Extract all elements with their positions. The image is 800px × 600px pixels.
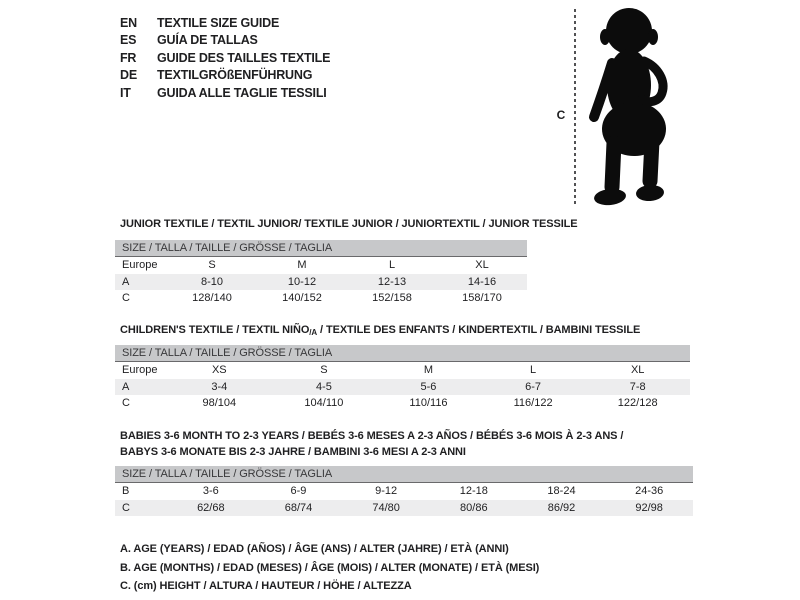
height-measure-label: C bbox=[556, 108, 566, 122]
language-code: IT bbox=[120, 85, 131, 100]
cell: 7-8 bbox=[629, 380, 646, 393]
cell: 110/116 bbox=[409, 397, 448, 410]
babies-size-table bbox=[115, 466, 693, 516]
row-label: A bbox=[122, 380, 130, 393]
babies-title-line2: BABYS 3-6 MONATE BIS 2-3 JAHRE / BAMBINI 3-6 MESI A 2-3 ANNI bbox=[120, 446, 466, 458]
language-code: FR bbox=[120, 50, 137, 65]
table-row bbox=[115, 395, 690, 412]
cell: 80/86 bbox=[460, 501, 488, 514]
legend-line-a: A. AGE (YEARS) / EDAD (AÑOS) / ÂGE (ANS) / ALTER (JAHRE) / ETÀ (ANNI) bbox=[120, 543, 509, 555]
cell: M bbox=[423, 364, 434, 377]
cell: 12-18 bbox=[459, 485, 488, 498]
height-dashed-line bbox=[574, 9, 576, 207]
cell: 92/98 bbox=[635, 501, 663, 514]
size-header-bar: SIZE / TALLA / TAILLE / GRÖSSE / TAGLIA bbox=[115, 345, 690, 362]
babies-section-title bbox=[120, 428, 623, 460]
cell: 68/74 bbox=[284, 501, 313, 514]
cell: M bbox=[297, 259, 307, 272]
language-row bbox=[120, 14, 330, 32]
cell: 158/170 bbox=[462, 292, 502, 305]
cell: XL bbox=[475, 259, 489, 272]
size-header-bar: SIZE / TALLA / TAILLE / GRÖSSE / TAGLIA bbox=[115, 240, 527, 257]
babies-title-line1: BABIES 3-6 MONTH TO 2-3 YEARS / BEBÉS 3-6 MESES A 2-3 AÑOS / BÉBÉS 3-6 MOIS À 2-3 ANS / bbox=[120, 430, 624, 442]
language-row bbox=[120, 84, 330, 102]
row-label: A bbox=[122, 275, 130, 288]
cell: 122/128 bbox=[617, 397, 658, 410]
row-label: C bbox=[122, 501, 130, 514]
cell: XS bbox=[211, 364, 227, 377]
children-section-title bbox=[120, 324, 640, 337]
row-label: B bbox=[122, 485, 130, 498]
language-row bbox=[120, 49, 330, 67]
legend-line-b: B. AGE (MONTHS) / EDAD (MESES) / ÂGE (MOIS) / ALTER (MONATE) / ETÀ (MESI) bbox=[120, 561, 540, 574]
legend-line-c: C. (cm) HEIGHT / ALTURA / HAUTEUR / HÖHE / ALTEZZA bbox=[120, 580, 412, 592]
cell: 104/110 bbox=[304, 397, 344, 410]
cell: 6-7 bbox=[525, 380, 542, 393]
table-row bbox=[115, 362, 690, 379]
language-label: GUIDA ALLE TAGLIE TESSILI bbox=[157, 85, 327, 100]
row-label: C bbox=[122, 397, 130, 410]
measurement-legend bbox=[120, 540, 539, 596]
cell: 12-13 bbox=[377, 275, 407, 288]
cell: 74/80 bbox=[372, 501, 400, 514]
row-label: Europe bbox=[122, 259, 158, 272]
cell: 4-5 bbox=[315, 380, 332, 393]
cell: L bbox=[530, 364, 537, 377]
cell: 116/122 bbox=[513, 397, 553, 410]
children-title-part2: / TEXTILE DES ENFANTS / KINDERTEXTIL / BAMBINI TESSILE bbox=[317, 324, 641, 336]
row-label: Europe bbox=[122, 364, 158, 377]
cell: 24-36 bbox=[635, 485, 664, 498]
cell: 6-9 bbox=[290, 485, 307, 498]
size-header-bar: SIZE / TALLA / TAILLE / GRÖSSE / TAGLIA bbox=[115, 466, 693, 483]
language-label: TEXTILGRÖßENFÜHRUNG bbox=[157, 68, 313, 83]
cell: 10-12 bbox=[287, 275, 317, 288]
cell: S bbox=[320, 364, 328, 377]
junior-section-title: JUNIOR TEXTILE / TEXTIL JUNIOR/ TEXTILE JUNIOR / JUNIORTEXTIL / JUNIOR TESSILE bbox=[120, 218, 578, 230]
children-title-subscript: /A bbox=[309, 328, 318, 337]
language-list bbox=[120, 14, 330, 102]
cell: 140/152 bbox=[282, 292, 322, 305]
language-code: DE bbox=[120, 68, 137, 83]
children-title-part1: CHILDREN'S TEXTILE / TEXTIL NIÑO bbox=[120, 324, 310, 336]
cell: 152/158 bbox=[372, 292, 412, 305]
cell: L bbox=[388, 259, 396, 272]
language-label: TEXTILE SIZE GUIDE bbox=[157, 15, 280, 30]
cell: 62/68 bbox=[197, 501, 225, 514]
table-row bbox=[115, 483, 693, 500]
language-code: EN bbox=[120, 15, 137, 30]
language-row bbox=[120, 32, 330, 50]
children-size-table bbox=[115, 345, 690, 412]
cell: XL bbox=[630, 364, 645, 377]
language-label: GUÍA DE TALLAS bbox=[157, 33, 258, 48]
cell: 86/92 bbox=[547, 501, 576, 514]
row-label: C bbox=[122, 292, 130, 305]
toddler-silhouette-image bbox=[582, 5, 680, 209]
language-row bbox=[120, 67, 330, 85]
cell: 18-24 bbox=[547, 485, 576, 498]
cell: 98/104 bbox=[202, 397, 237, 410]
cell: 5-6 bbox=[420, 380, 437, 393]
cell: 14-16 bbox=[467, 275, 497, 288]
table-row bbox=[115, 379, 690, 396]
language-code: ES bbox=[120, 33, 137, 48]
table-row bbox=[115, 500, 693, 517]
junior-size-table bbox=[115, 240, 527, 307]
cell: S bbox=[208, 259, 216, 272]
table-row bbox=[115, 274, 527, 291]
table-row bbox=[115, 290, 527, 307]
cell: 8-10 bbox=[200, 275, 224, 288]
language-label: GUIDE DES TAILLES TEXTILE bbox=[157, 50, 331, 65]
table-row bbox=[115, 257, 527, 274]
cell: 128/140 bbox=[192, 292, 232, 305]
cell: 3-6 bbox=[202, 485, 219, 498]
cell: 9-12 bbox=[375, 485, 398, 498]
cell: 3-4 bbox=[211, 380, 228, 393]
